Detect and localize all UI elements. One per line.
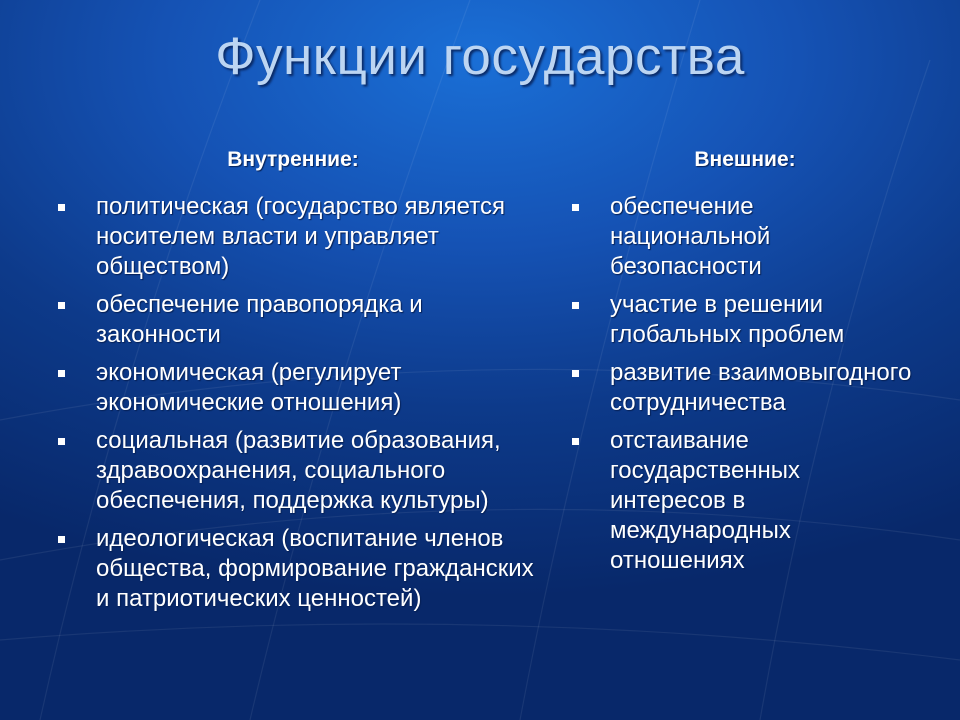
square-bullet-icon	[58, 302, 65, 309]
square-bullet-icon	[58, 370, 65, 377]
internal-functions-heading: Внутренние:	[227, 148, 359, 171]
external-functions-heading: Внешние:	[694, 148, 796, 171]
square-bullet-icon	[572, 204, 579, 211]
list-item-text: идеологическая (воспитание членов общества, формирование гражданских и патриотических ценностей)	[96, 525, 534, 612]
internal-functions-list	[58, 192, 548, 622]
list-item-cooperation	[572, 358, 912, 418]
square-bullet-icon	[58, 536, 65, 543]
list-item-security	[572, 192, 912, 282]
list-item-state-interests	[572, 426, 912, 576]
list-item-ideological	[58, 524, 548, 614]
list-item-text: экономическая (регулирует экономические отношения)	[96, 359, 402, 416]
list-item-global-problems	[572, 290, 912, 350]
list-item-social	[58, 426, 548, 516]
list-item-political	[58, 192, 548, 282]
list-item-text: обеспечение национальной безопасности	[610, 193, 771, 280]
list-item-economic	[58, 358, 548, 418]
list-item-text: участие в решении глобальных проблем	[610, 291, 845, 348]
square-bullet-icon	[572, 302, 579, 309]
list-item-text: отстаивание государственных интересов в международных отношениях	[610, 427, 801, 574]
list-item-text: развитие взаимовыгодного сотрудничества	[610, 359, 912, 416]
list-item-text: социальная (развитие образования, здравоохранения, социального обеспечения, поддержка культуры)	[96, 427, 501, 514]
list-item-text: политическая (государство является носителем власти и управляет обществом)	[96, 193, 505, 280]
square-bullet-icon	[58, 204, 65, 211]
slide-title: Функции государства	[215, 27, 745, 86]
list-item-law-order	[58, 290, 548, 350]
square-bullet-icon	[572, 370, 579, 377]
external-functions-list	[572, 192, 912, 584]
square-bullet-icon	[572, 438, 579, 445]
square-bullet-icon	[58, 438, 65, 445]
list-item-text: обеспечение правопорядка и законности	[96, 291, 423, 348]
